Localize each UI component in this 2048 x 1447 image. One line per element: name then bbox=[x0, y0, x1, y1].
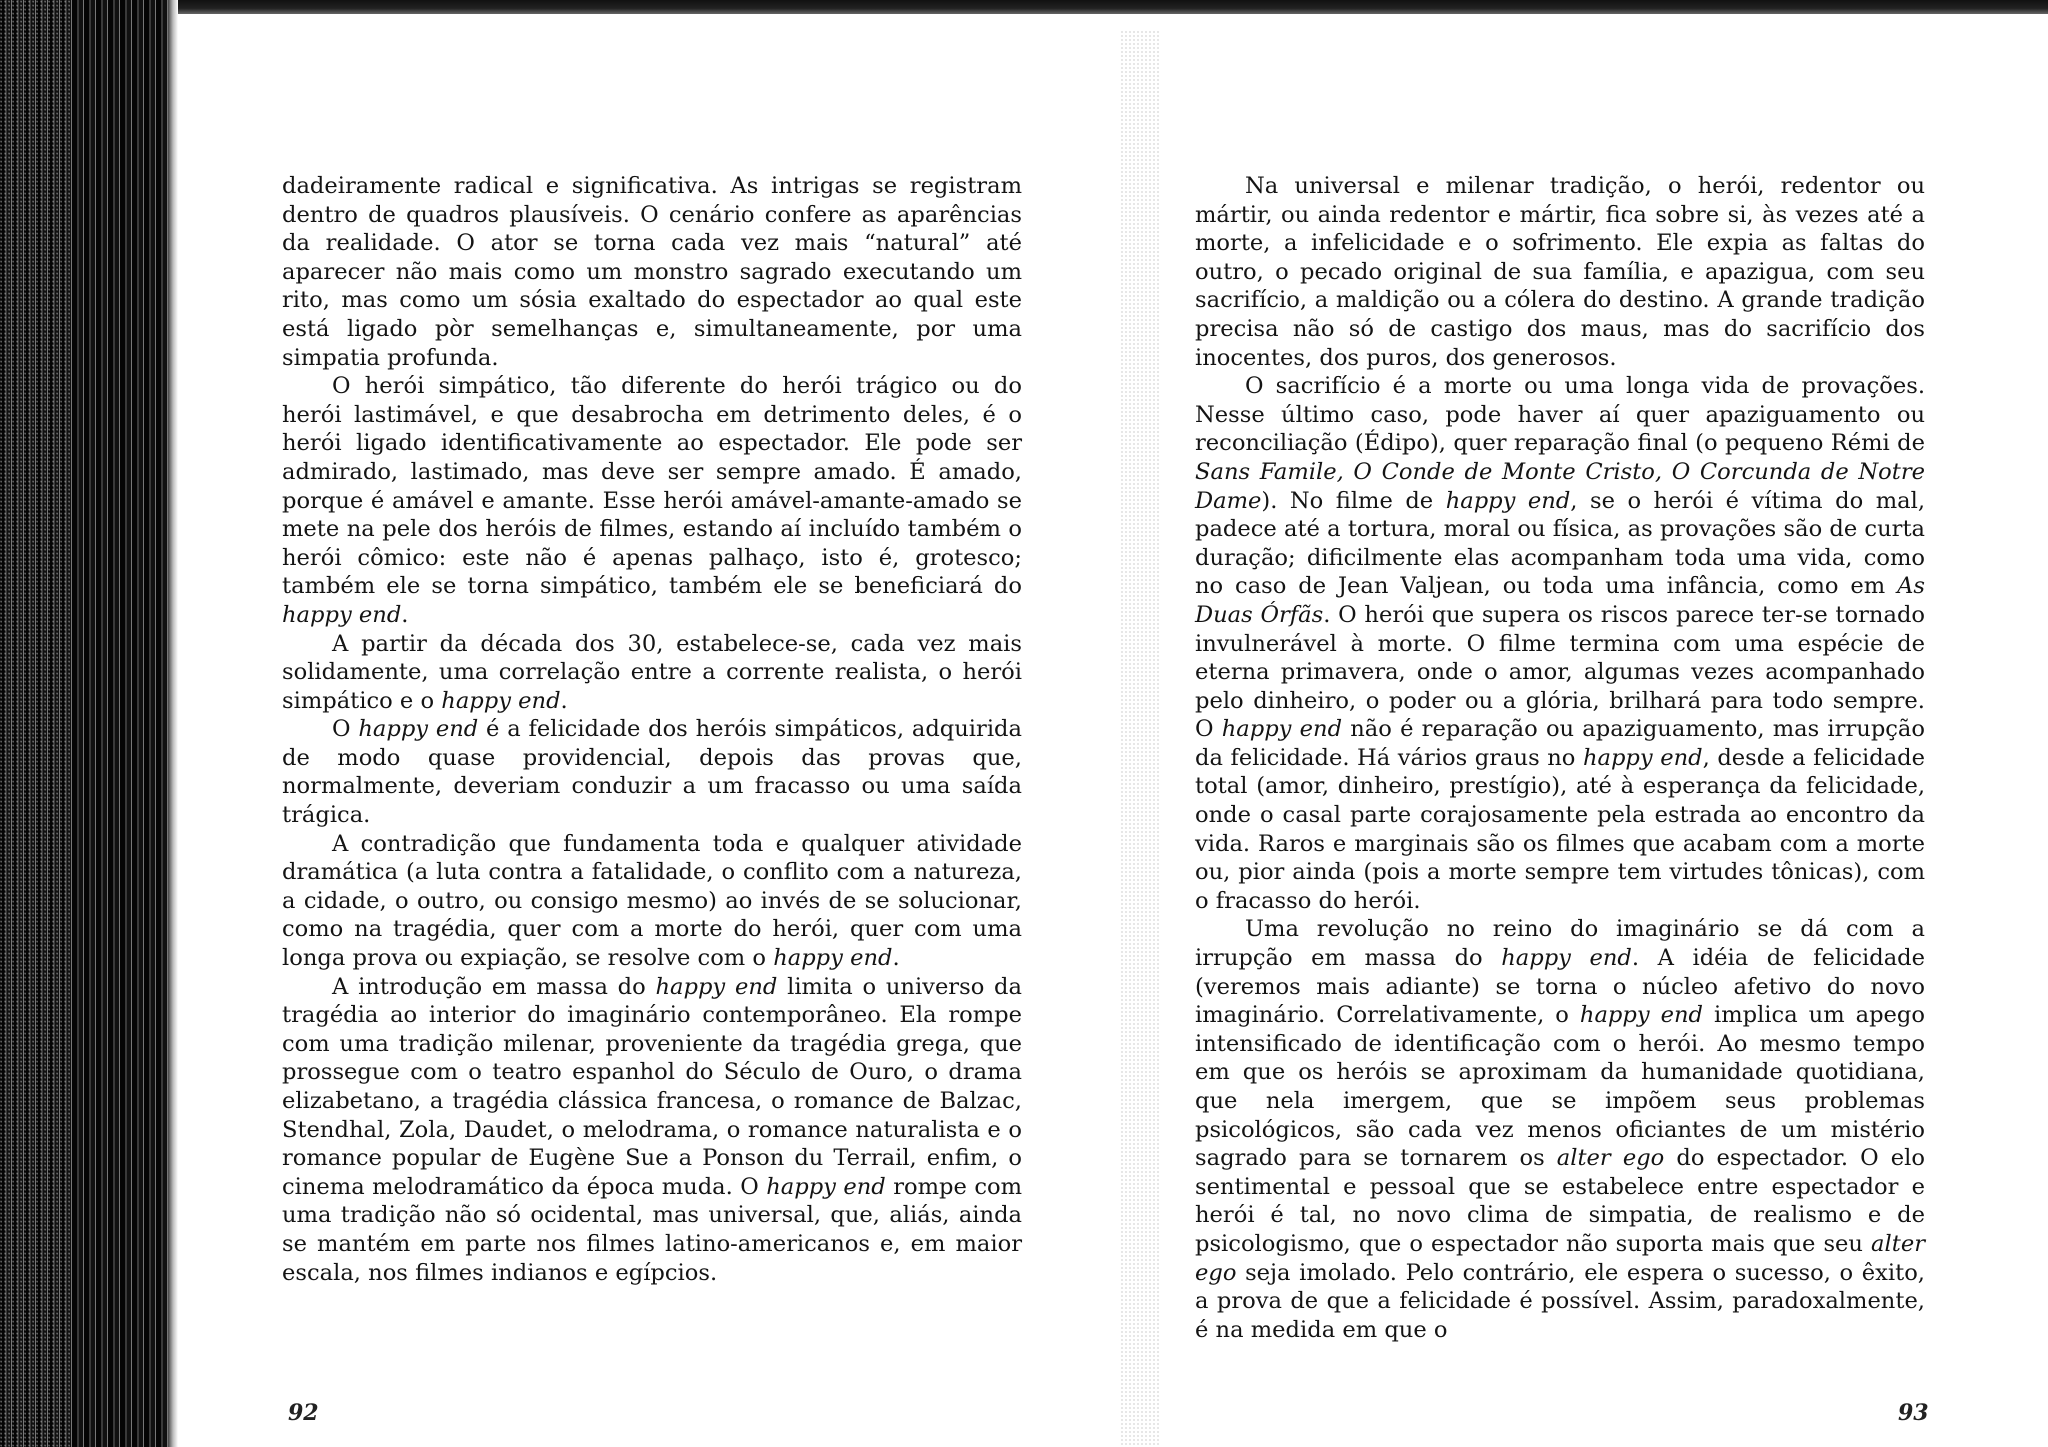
text-run: Na universal e milenar tradição, o herói, redentor ou mártir, ou ainda redentor e mártir, fica sobre si, às vezes até a morte, a infelicidade e o sofrimento. Ele expia as faltas do outro, o pecado original de sua família, e apazigua, com seu sacrifício, a maldição ou a cólera do destino. A grande tradição precisa não só de castigo dos maus, mas do sacrifício dos inocentes, dos puros, dos generosos. bbox=[1195, 173, 1925, 371]
right-page bbox=[1160, 0, 2048, 1447]
text-run: Uma revolução no reino do imaginário se dá com a irrupção em massa do bbox=[1195, 916, 1925, 972]
paragraph bbox=[282, 172, 1022, 372]
italic-text: happy end bbox=[1501, 945, 1632, 972]
text-run: dadeiramente radical e significativa. As intrigas se registram dentro de quadros plausíveis. O cenário confere as aparências da realidade. O ator se torna cada vez mais “natural” até aparecer não mais como um monstro sagrado executando um rito, mas como um sósia exaltado do espectador ao qual este está ligado pòr semelhanças e, simultaneamente, por uma simpatia profunda. bbox=[282, 173, 1022, 371]
text-run: , se o herói é vítima do mal, padece até a tortura, moral ou física, as provações são de curta duração; dificilmente elas acompanham toda uma vida, como no caso de Jean Valjean, ou toda uma infância, como em bbox=[1195, 487, 1926, 600]
text-run: O sacrifício é a morte ou uma longa vida de provações. Nesse último caso, pode haver aí quer apaziguamento ou reconciliação (Édipo), quer reparação final (o pequeno Rémi de bbox=[1195, 373, 1925, 457]
italic-text: As Duas Órfãs bbox=[1195, 573, 1925, 628]
right-text-column bbox=[1195, 172, 1925, 1344]
text-run: . O herói que supera os riscos parece ter-se tornado invulnerável à morte. O filme termina com uma espécie de eterna primavera, onde o amor, algumas vezes acompanhado pelo dinheiro, o poder ou a glória, brilhará para todo sempre. O bbox=[1195, 601, 1926, 743]
text-run: . bbox=[892, 945, 900, 972]
italic-text: happy end bbox=[655, 973, 778, 1000]
text-run: implica um apego intensificado de identificação com o herói. Ao mesmo tempo em que os heróis se aproximam da humanidade quotidiana, que nela imergem, que se impõem seus problemas psicológicos, são cada vez menos oficiantes de um mistério sagrado para se tornarem os bbox=[1195, 1002, 1925, 1172]
italic-text: happy end bbox=[1582, 744, 1703, 771]
paragraph bbox=[1195, 372, 1925, 915]
text-run: . bbox=[401, 601, 409, 628]
text-run: limita o universo da tragédia ao interior do imaginário contemporâneo. Ela rompe com uma tradição milenar, proveniente da tragédia grega, que prossegue com o teatro espanhol do Século de Ouro, o drama elizabetano, a tragédia clássica francesa, o romance de Balzac, Stendhal, Zola, Daudet, o melodrama, o romance naturalista e o romance popular de Eugène Sue a Ponson du Terrail, enfim, o cinema melodramático da época muda. O bbox=[282, 973, 1022, 1200]
paragraph bbox=[282, 715, 1022, 829]
left-text-column bbox=[282, 172, 1022, 1287]
italic-text: happy end bbox=[358, 716, 479, 743]
text-run: A partir da década dos 30, estabelece-se, cada vez mais solidamente, uma correlação entre a corrente realista, o herói simpático e o bbox=[282, 630, 1022, 714]
text-run: é a felicidade dos heróis simpáticos, adquirida de modo quase providencial, depois das provas que, normalmente, deveriam conduzir a um fracasso ou uma saída trágica. bbox=[282, 716, 1022, 829]
text-run: . A idéia de felicidade (veremos mais adiante) se torna o núcleo afetivo do novo imaginário. Correlativamente, o bbox=[1195, 945, 1925, 1029]
paragraph bbox=[282, 830, 1022, 973]
italic-text: happy end bbox=[441, 687, 561, 714]
page-number-left: 92 bbox=[288, 1400, 319, 1426]
text-run: O bbox=[332, 716, 359, 743]
italic-text: Sans Famile, O Conde de Monte Cristo, O Corcunda de Notre Dame bbox=[1195, 458, 1925, 514]
italic-text: happy end bbox=[282, 601, 402, 628]
paragraph bbox=[282, 372, 1022, 629]
page-stack-edge bbox=[0, 0, 178, 1447]
text-run: rompe com uma tradição não só ocidental, mas universal, que, aliás, ainda se mantém em parte nos filmes latino-americanos e, em maior escala, nos filmes indianos e egípcios. bbox=[282, 1173, 1022, 1286]
left-page bbox=[178, 0, 1120, 1447]
italic-text: happy end bbox=[1221, 716, 1343, 743]
paragraph bbox=[282, 973, 1022, 1288]
italic-text: happy end bbox=[1579, 1002, 1703, 1029]
italic-text: happy end bbox=[766, 1173, 886, 1200]
text-run: seja imolado. Pelo contrário, ele espera o sucesso, o êxito, a prova de que a felicidade é possível. Assim, paradoxalmente, é na medida em que o bbox=[1195, 1259, 1925, 1343]
text-run: . bbox=[560, 687, 568, 714]
book-gutter bbox=[1120, 30, 1160, 1447]
italic-text: happy end bbox=[773, 945, 893, 972]
italic-text: alter ego bbox=[1195, 1230, 1925, 1286]
text-run: A contradição que fundamenta toda e qualquer atividade dramática (a luta contra a fatalidade, o conflito com a natureza, a cidade, o outro, ou consigo mesmo) ao invés de se solucionar, como na tragédia, quer com a morte do herói, quer com uma longa prova ou expiação, se resolve com o bbox=[282, 830, 1022, 972]
paragraph bbox=[282, 630, 1022, 716]
text-run: do espectador. O elo sentimental e pessoal que se estabelece entre espectador e herói é tal, no novo clima de simpatia, de realismo e de psicologismo, que o espectador não suporta mais que seu bbox=[1195, 1145, 1925, 1257]
text-run: não é reparação ou apaziguamento, mas irrupção da felicidade. Há vários graus no bbox=[1195, 716, 1926, 771]
paragraph bbox=[1195, 172, 1925, 372]
paragraph bbox=[1195, 915, 1925, 1344]
text-run: , desde a felicidade total (amor, dinheiro, prestígio), até à esperança da felicidade, onde o casal parte corajosamente pela estrada ao encontro da vida. Raros e marginais são os filmes que acabam com a morte ou, pior ainda (pois a morte sempre tem virtudes tônicas), com o fracasso do herói. bbox=[1195, 744, 1925, 914]
italic-text: happy end bbox=[1445, 487, 1571, 514]
italic-text: alter ego bbox=[1556, 1145, 1665, 1172]
text-run: O herói simpático, tão diferente do herói trágico ou do herói lastimável, e que desabrocha em detrimento deles, é o herói ligado identificativamente ao espectador. Ele pode ser admirado, lastimado, mas deve ser sempre amado. É amado, porque é amável e amante. Esse herói amável-amante-amado se mete na pele dos heróis de filmes, estando aí incluído também o herói cômico: este não é apenas palhaço, isto é, grotesco; também ele se torna simpático, também ele se beneficiará do bbox=[282, 373, 1022, 600]
text-run: ). No filme de bbox=[1261, 487, 1446, 514]
page-number-right: 93 bbox=[1898, 1400, 1929, 1426]
text-run: A introdução em massa do bbox=[332, 973, 656, 1000]
